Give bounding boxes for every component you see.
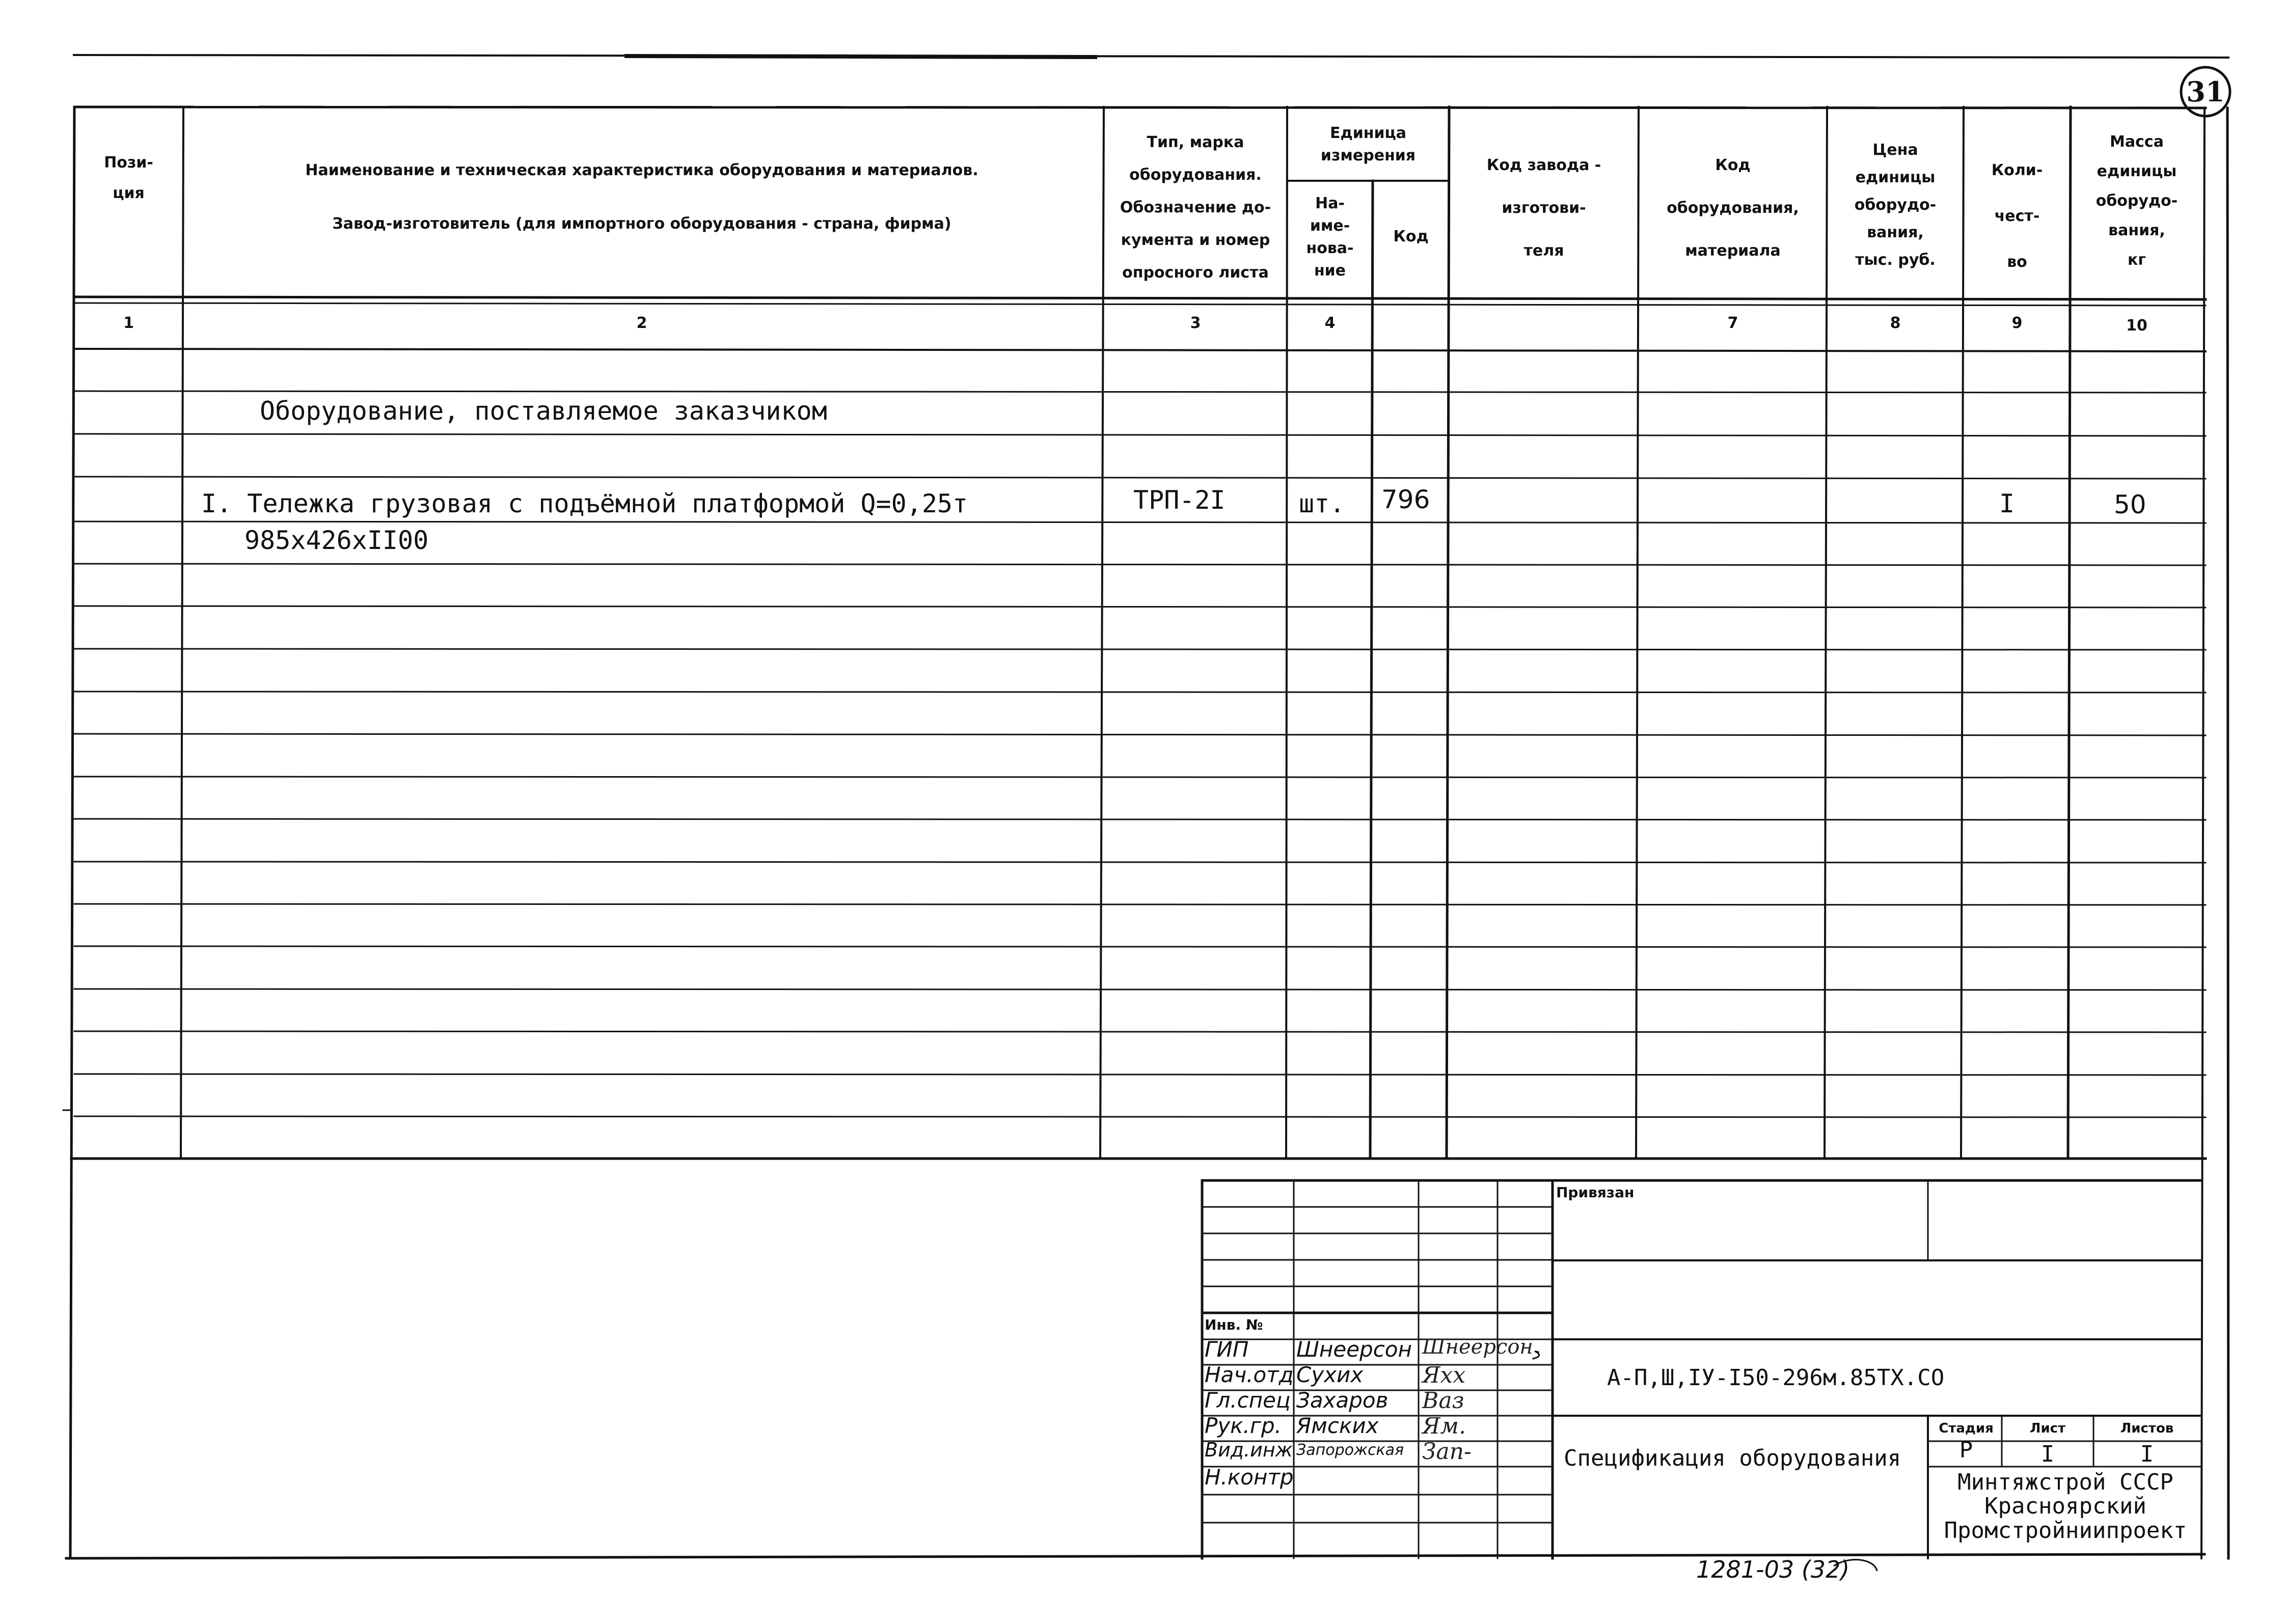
header-name-line2: Завод-изготовитель (для импортного оборудования - страна, фирма)	[332, 215, 951, 233]
header-equipment-code: Код оборудования, материала	[1667, 156, 1799, 260]
stage-value: Р	[1959, 1437, 1973, 1463]
name-4: Ямских	[1296, 1413, 1379, 1438]
document-code: А-П,Ш,IУ-I50-296м.85ТХ.СО	[1607, 1365, 1945, 1391]
role-gl-spec: Гл.спец	[1205, 1388, 1291, 1413]
org-line-1: Минтяжстрой СССР	[1957, 1469, 2173, 1495]
sheet-number: 31	[2186, 75, 2225, 108]
item-name: I. Тележка грузовая с подъёмной платформой Q=0,25т	[201, 489, 968, 518]
section-title: Оборудование, поставляемое заказчиком	[260, 396, 827, 426]
org-line-3: Промстройниипроект	[1944, 1518, 2187, 1544]
signature-2: Яхх	[1422, 1362, 1466, 1388]
header-position: Пози- ция	[104, 154, 153, 202]
col-number-8: 8	[1890, 314, 1901, 332]
footer-archive-number: 1281-03 (32)	[1696, 1556, 1850, 1583]
stage-label: Стадия	[1939, 1421, 1994, 1436]
name-5: Запорожская	[1296, 1441, 1404, 1459]
header-price: Цена единицы оборудо- вания, тыс. руб.	[1854, 141, 1937, 269]
sheet-label: Лист	[2029, 1421, 2066, 1436]
name-2: Сухих	[1296, 1362, 1364, 1387]
item-type: ТРП-2I	[1133, 485, 1226, 515]
name-1: Шнеерсон	[1296, 1337, 1412, 1362]
header-unit-code: Код	[1393, 228, 1429, 245]
sheets-label: Листов	[2120, 1421, 2174, 1436]
org-line-2: Красноярский	[1984, 1493, 2146, 1519]
header-name-line1: Наименование и техническая характеристика оборудования и материалов.	[305, 161, 978, 179]
sheet-value: I	[2040, 1441, 2055, 1467]
role-nach-otd: Нач.отд	[1205, 1362, 1294, 1387]
signature-1: Шнеерсон	[1422, 1335, 1533, 1359]
item-dimensions: 985x426xII00	[244, 526, 429, 555]
role-ruk-gr: Рук.гр.	[1205, 1413, 1282, 1438]
item-mass: 50	[2114, 490, 2146, 519]
role-gip: ГИП	[1205, 1337, 1249, 1362]
sheets-value: I	[2140, 1441, 2154, 1467]
header-unit-name: На- име- нова- ние	[1306, 195, 1354, 280]
signature-5: Зап-	[1422, 1439, 1472, 1465]
stamp-privyazan: Привязан	[1556, 1184, 1635, 1201]
header-quantity: Коли- чест- во	[1991, 161, 2043, 271]
name-3: Захаров	[1296, 1388, 1389, 1413]
col-number-4: 4	[1324, 314, 1336, 332]
col-number-3: 3	[1190, 314, 1201, 332]
item-unit-code: 796	[1381, 485, 1430, 514]
col-number-10: 10	[2126, 317, 2147, 335]
item-quantity: I	[1999, 489, 2015, 518]
col-number-7: 7	[1727, 314, 1738, 332]
signature-4: Ям.	[1422, 1413, 1466, 1439]
role-n-kontr: Н.контр	[1205, 1465, 1294, 1490]
stamp-inv: Инв. №	[1205, 1316, 1263, 1333]
document-title: Спецификация оборудования	[1564, 1445, 1901, 1471]
col-number-1: 1	[123, 314, 134, 332]
header-type: Тип, марка оборудования. Обозначение до- кумента и номер опросного листа	[1120, 133, 1271, 282]
header-mass: Масса единицы оборудо- вания, кг	[2096, 133, 2178, 269]
col-number-2: 2	[636, 314, 647, 332]
col-number-9: 9	[2011, 314, 2023, 332]
role-vid-inzh: Вид.инж	[1205, 1439, 1293, 1461]
header-plant-code: Код завода - изготови- теля	[1486, 156, 1601, 260]
item-unit: шт.	[1299, 489, 1345, 518]
signature-3: Ваз	[1422, 1388, 1464, 1414]
header-unit-group: Единица измерения	[1320, 124, 1416, 164]
